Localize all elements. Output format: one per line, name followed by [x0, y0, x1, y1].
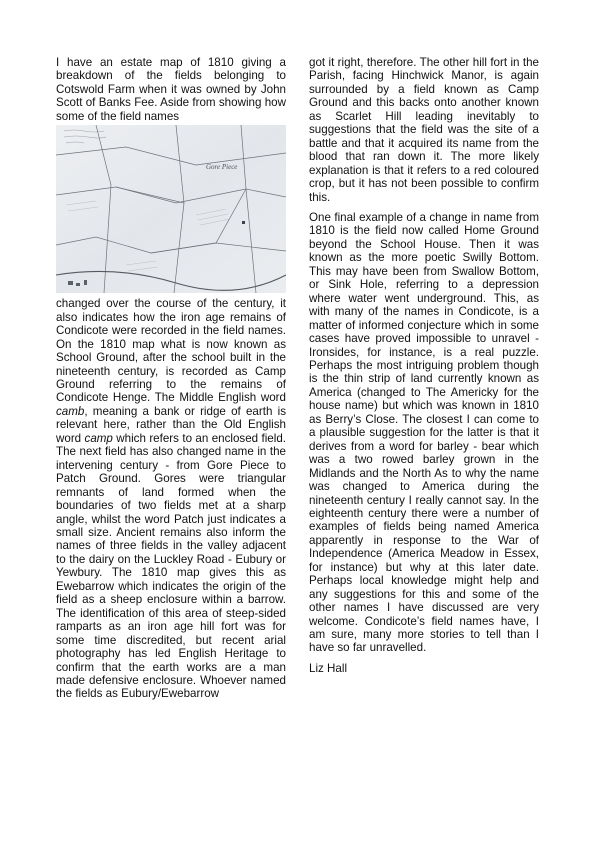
right-column [309, 56, 539, 675]
map-handwritten-label: Gore Piece [206, 163, 238, 172]
estate-map-drawing [56, 125, 286, 293]
author-signature: Liz Hall [309, 661, 348, 675]
right-paragraph-2: One final example of a change in name from 1810 is the field now called Home Ground beyond the School House. Then it was known as the more poetic Swilly Bottom. This may have been from Swallow Bottom, or Sink Hole, referring to a depression where water went underground. This, as with many of the names in Condicote, is a matter of informed conjecture which in some cases have proved impossible to unravel - Ironsides, for instance, is a real puzzle. Perhaps the most intriguing problem though is the thin strip of land currently known as America (changed to The Americky for the house name) but which was known in 1810 as Berry’s Close. The closest I can come to a plausible suggestion for the latter is that it derives from a word for barley - bear which was a two rowed barley grown in the Midlands and the North As to why the name was changed to America during the nineteenth century I really cannot say. In the eighteenth century there were a number of examples of fields being named America apparently in response to the War of Independence (America Meadow in Essex, for instance) but why at this later date. Perhaps local knowledge might help and any suggestions for this and some of the other names I have discussed are very welcome. Condicote’s field names have, I am sure, many more stories to tell than I have so far unravelled. [309, 210, 539, 655]
left-paragraph-2: changed over the course of the century, it also indicates how the iron age remains of Condicote were recorded in the field names. On the 1810 map what is now known as School Ground, after the school built in the nineteenth century, is recorded as Camp Ground referring to the remains of Condicote Henge. The Middle English word camb, meaning a bank or ridge of earth is relevant here, rather than the Old English word camp which refers to an enclosed field. The next field has also changed name in the intervening century - from Gore Piece to Patch Ground. Gores were triangular remnants of land formed when the boundaries of two fields met at a sharp angle, whilst the word Patch just indicates a small size. Ancient remains also inform the names of three fields in the valley adjacent to the dairy on the Luckley Road - Eubury or Yewbury. The 1810 map gives this as Ewebarrow which indicates the origin of the field as a sheep enclosure within a barrow. The identification of this area of steep-sided ramparts as an iron age hill fort was for some time discredited, but recent arial photography has led English Heritage to confirm that the earth works are a man made defensive enclosure. Whoever named the fields as Eubury/Ewebarrow [56, 297, 286, 701]
estate-map-image [56, 125, 286, 293]
left-paragraph-1: I have an estate map of 1810 giving a breakdown of the fields belonging to Cotswold Farm when it was owned by John Scott of Banks Fee. Aside from showing how some of the field names [56, 56, 286, 123]
left-column [56, 56, 286, 701]
right-paragraph-1: got it right, therefore. The other hill fort in the Parish, facing Hinchwick Manor, is again surrounded by a field known as Camp Ground and this backs onto another known as Scarlet Hill leading inevitably to suggestions that the field was the site of a battle and that it acquired its name from the blood that ran down it. The more likely explanation is that it refers to a red coloured crop, but it has not been possible to confirm this. [309, 56, 539, 204]
